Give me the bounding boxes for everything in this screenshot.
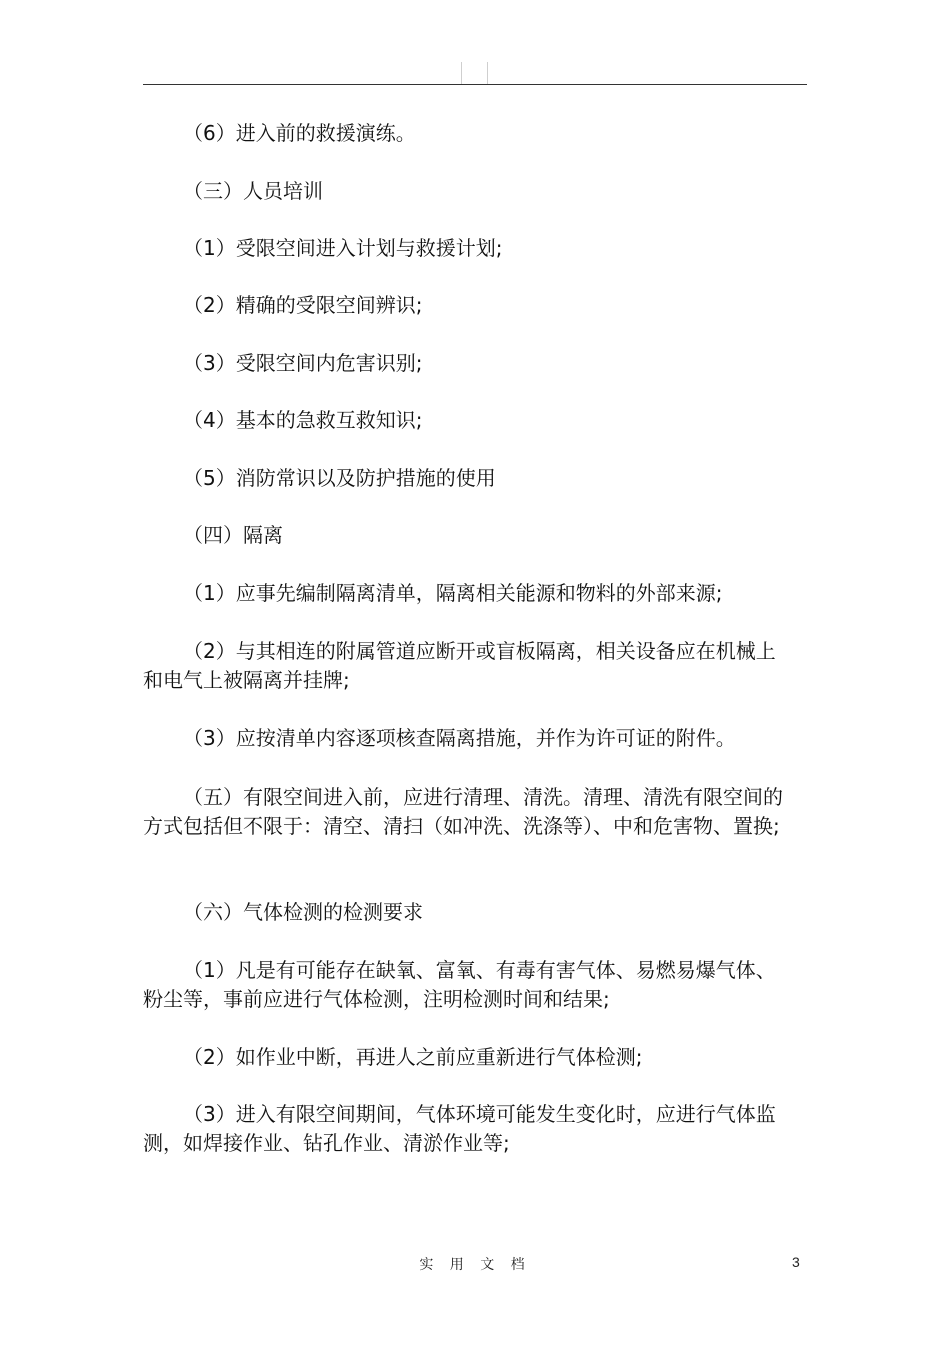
header-mark bbox=[487, 62, 488, 84]
paragraph: （2）与其相连的附属管道应断开或盲板隔离，相关设备应在机械上和电气上被隔离并挂牌; bbox=[143, 639, 776, 692]
section-heading: （四）隔离 bbox=[183, 523, 283, 547]
paragraph: （3）应按清单内容逐项核查隔离措施，并作为许可证的附件。 bbox=[183, 726, 736, 750]
paragraph: （5）消防常识以及防护措施的使用 bbox=[183, 466, 496, 490]
paragraph: （2）精确的受限空间辨识; bbox=[183, 293, 423, 317]
section-heading: （六）气体检测的检测要求 bbox=[183, 900, 423, 924]
section-heading: （三）人员培训 bbox=[183, 179, 323, 203]
paragraph: （6）进入前的救援演练。 bbox=[183, 121, 416, 145]
page-number: 3 bbox=[792, 1254, 800, 1270]
section-heading: （五）有限空间进入前，应进行清理、清洗。清理、清洗有限空间的方式包括但不限于：清空、清扫（如冲洗、洗涤等）、中和危害物、置换; bbox=[143, 785, 783, 838]
paragraph: （1）受限空间进入计划与救援计划; bbox=[183, 236, 503, 260]
footer-label: 实 用 文 档 bbox=[419, 1257, 531, 1273]
header-mark bbox=[461, 62, 462, 84]
paragraph: （1）应事先编制隔离清单，隔离相关能源和物料的外部来源; bbox=[183, 581, 723, 605]
paragraph: （3）受限空间内危害识别; bbox=[183, 351, 423, 375]
header-rule bbox=[143, 84, 807, 85]
paragraph: （3）进入有限空间期间，气体环境可能发生变化时，应进行气体监测，如焊接作业、钻孔作业、清淤作业等; bbox=[143, 1102, 776, 1155]
paragraph: （4）基本的急救互救知识; bbox=[183, 408, 423, 432]
paragraph: （2）如作业中断，再进人之前应重新进行气体检测; bbox=[183, 1045, 643, 1069]
paragraph: （1）凡是有可能存在缺氧、富氧、有毒有害气体、易燃易爆气体、粉尘等，事前应进行气体检测，注明检测时间和结果; bbox=[143, 958, 776, 1011]
